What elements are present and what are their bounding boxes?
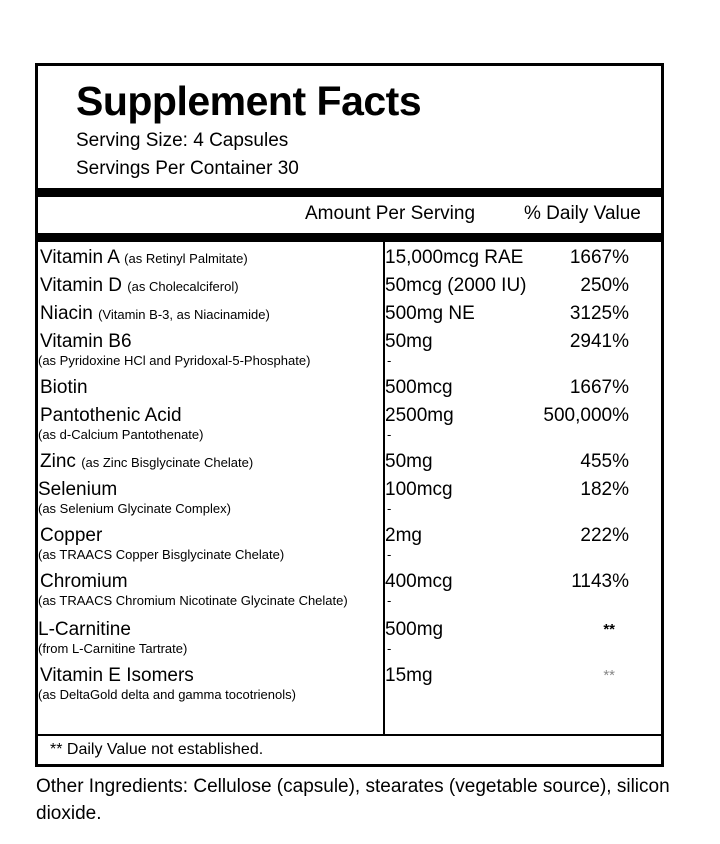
nutrient-daily-value: ** <box>603 621 615 638</box>
nutrient-daily-value: 2941% <box>569 331 629 352</box>
row-dash: - <box>387 547 392 562</box>
row-dash: - <box>387 427 392 442</box>
nutrient-name: Selenium <box>38 479 118 500</box>
nutrient-amount: 2500mg <box>385 405 454 426</box>
nutrient-daily-value: 222% <box>580 525 629 546</box>
nutrient-amount: 500mcg <box>385 377 453 398</box>
row-dash: - <box>387 353 392 368</box>
row-dash: - <box>387 641 392 656</box>
nutrient-name: Vitamin A (as Retinyl Palmitate) <box>40 247 248 268</box>
nutrient-source-note: (as d-Calcium Pantothenate) <box>38 427 204 442</box>
thick-divider-header <box>38 233 661 242</box>
nutrient-name: Niacin (Vitamin B-3, as Niacinamide) <box>40 303 270 324</box>
nutrient-source-note: (as Pyridoxine HCl and Pyridoxal-5-Phosphate) <box>38 353 311 368</box>
nutrient-name: Zinc (as Zinc Bisglycinate Chelate) <box>40 451 254 472</box>
nutrient-amount: 100mcg <box>385 479 453 500</box>
header-amount-per-serving: Amount Per Serving <box>305 203 476 224</box>
nutrient-daily-value: 1143% <box>571 571 629 592</box>
supplement-facts-panel <box>35 63 664 767</box>
nutrient-daily-value: 1667% <box>569 247 629 268</box>
nutrient-amount: 500mg <box>385 619 444 640</box>
nutrient-daily-value: 1667% <box>569 377 629 398</box>
nutrient-amount: 50mcg (2000 IU) <box>385 275 527 296</box>
nutrient-name: Vitamin D (as Cholecalciferol) <box>40 275 239 296</box>
nutrient-amount: 400mcg <box>385 571 453 592</box>
nutrient-amount: 2mg <box>385 525 422 546</box>
nutrient-source-note: (Vitamin B-3, as Niacinamide) <box>98 307 270 322</box>
servings-per-container: Servings Per Container 30 <box>76 158 299 179</box>
nutrient-name: Copper <box>40 525 103 546</box>
nutrient-amount: 50mg <box>385 451 433 472</box>
nutrient-source-note: (as TRAACS Copper Bisglycinate Chelate) <box>38 547 285 562</box>
footnote-divider <box>38 734 661 736</box>
nutrient-daily-value: ** <box>603 667 615 684</box>
panel-title: Supplement Facts <box>76 78 422 124</box>
other-ingredients: Other Ingredients: Cellulose (capsule), stearates (vegetable source), silicon dioxide. <box>36 776 670 824</box>
nutrient-name: Biotin <box>40 377 88 398</box>
nutrient-daily-value: 250% <box>580 275 629 296</box>
nutrient-daily-value: 182% <box>580 479 629 500</box>
nutrient-source-note: (as Cholecalciferol) <box>127 279 239 294</box>
nutrient-daily-value: 500,000% <box>543 405 629 426</box>
thick-divider-top <box>38 188 661 197</box>
nutrient-daily-value: 3125% <box>569 303 629 324</box>
nutrient-amount: 15mg <box>385 665 433 686</box>
row-dash: - <box>387 593 392 608</box>
nutrient-source-note: (from L-Carnitine Tartrate) <box>38 641 188 656</box>
nutrient-source-note: (as DeltaGold delta and gamma tocotrienols) <box>38 687 296 702</box>
nutrient-name: Chromium <box>40 571 128 592</box>
daily-value-footnote: ** Daily Value not established. <box>50 741 264 758</box>
nutrient-name: Pantothenic Acid <box>40 405 182 426</box>
row-dash: - <box>387 501 392 516</box>
nutrient-source-note: (as Zinc Bisglycinate Chelate) <box>81 455 254 470</box>
nutrient-amount: 15,000mcg RAE <box>385 247 524 268</box>
nutrient-amount: 50mg <box>385 331 433 352</box>
nutrient-amount: 500mg NE <box>385 303 475 324</box>
nutrient-name: L-Carnitine <box>38 619 131 640</box>
nutrient-daily-value: 455% <box>580 451 629 472</box>
header-daily-value: % Daily Value <box>524 203 641 224</box>
nutrient-name: Vitamin B6 <box>40 331 132 352</box>
nutrient-source-note: (as TRAACS Chromium Nicotinate Glycinate Chelate) <box>38 593 348 608</box>
nutrient-source-note: (as Retinyl Palmitate) <box>124 251 248 266</box>
nutrient-source-note: (as Selenium Glycinate Complex) <box>38 501 231 516</box>
serving-size: Serving Size: 4 Capsules <box>76 130 289 151</box>
nutrient-name: Vitamin E Isomers <box>40 665 194 686</box>
